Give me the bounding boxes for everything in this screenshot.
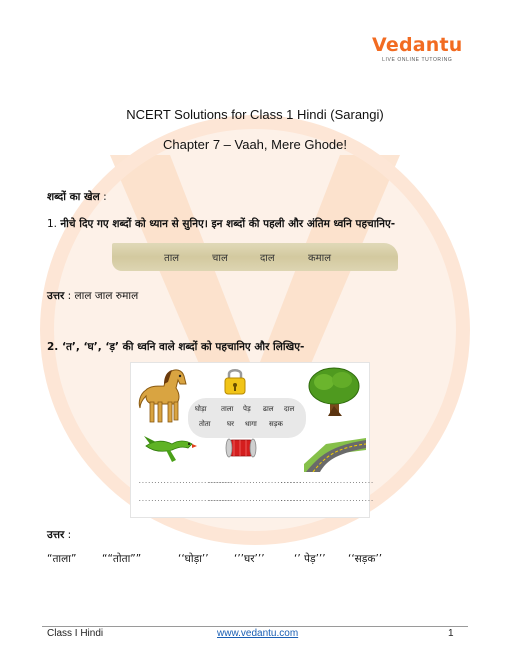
answer-2-colon: : [64, 529, 72, 541]
footer-divider [42, 626, 468, 627]
question-1-number: 1. [47, 218, 61, 230]
section-heading [47, 190, 107, 204]
answer-2-label: उत्तर [47, 529, 65, 541]
thread-spool-icon [224, 436, 258, 460]
vedantu-logo [372, 34, 463, 63]
bubble-word: धागा [245, 420, 257, 428]
question-1-text: नीचे दिए गए शब्दों को ध्यान से सुनिए। इन शब्दों की पहली और अंतिम ध्वनि पहचानिए- [60, 218, 396, 230]
answer-1 [47, 289, 138, 303]
logo-tagline: LIVE ONLINE TUTORING [382, 57, 453, 63]
answer-word: ‘‘घोड़ा’’ [178, 553, 209, 565]
bubble-word: पेड़ [243, 405, 251, 413]
footer-website-link[interactable]: www.vedantu.com [217, 628, 299, 639]
bubble-word: ताला [221, 405, 234, 413]
page-number: 1 [448, 628, 454, 639]
word-4: कमाल [308, 253, 332, 264]
horse-icon [136, 366, 192, 426]
answer-word: ‘’ पेड़’’’ [294, 553, 326, 565]
bubble-word: ढाल [263, 405, 274, 413]
section-heading-text: शब्दों का खेल [47, 191, 100, 203]
blank-line: .............................. [208, 478, 302, 485]
blank-line: .............................. [138, 478, 232, 485]
answer-word: “ताला” [47, 553, 77, 565]
word-2: चाल [212, 253, 228, 264]
blank-line: .............................. [280, 478, 374, 485]
answer-word: ““तोता”” [102, 553, 142, 565]
bubble-word: घर [227, 420, 234, 428]
footer-class: Class I Hindi [47, 628, 104, 639]
tree-icon [306, 366, 362, 418]
blank-line: .............................. [138, 496, 232, 503]
logo-text: Vedantu [372, 34, 463, 56]
question-2: 2. ‘त’, ‘घ’, ‘ड़’ की ध्वनि वाले शब्दों को पहचानिए और लिखिए- [47, 341, 305, 353]
section-heading-colon: : [99, 191, 107, 203]
word-strip [112, 243, 398, 271]
word-bubble [188, 398, 306, 438]
bubble-word: तोता [199, 420, 211, 428]
answer-1-label: उत्तर [47, 290, 65, 302]
question-1 [47, 217, 395, 231]
padlock-icon [222, 366, 248, 396]
answer-2 [47, 528, 71, 542]
page-title: NCERT Solutions for Class 1 Hindi (Sarangi) [126, 107, 384, 122]
word-3: दाल [260, 253, 275, 264]
blank-line: .............................. [280, 496, 374, 503]
answer-word: ‘’’घर’’’ [234, 553, 265, 565]
blank-line: .............................. [208, 496, 302, 503]
word-1: ताल [164, 253, 180, 264]
bubble-word: घोड़ा [195, 405, 207, 413]
answer-1-text: : लाल जाल रुमाल [64, 290, 139, 302]
road-icon [304, 428, 366, 472]
bubble-word: सड़क [269, 420, 283, 428]
bubble-word: दाल [284, 405, 295, 413]
answer-word: ‘‘सड़क’’ [348, 553, 383, 565]
parrot-icon [142, 430, 198, 466]
chapter-title: Chapter 7 – Vaah, Mere Ghode! [162, 137, 348, 152]
